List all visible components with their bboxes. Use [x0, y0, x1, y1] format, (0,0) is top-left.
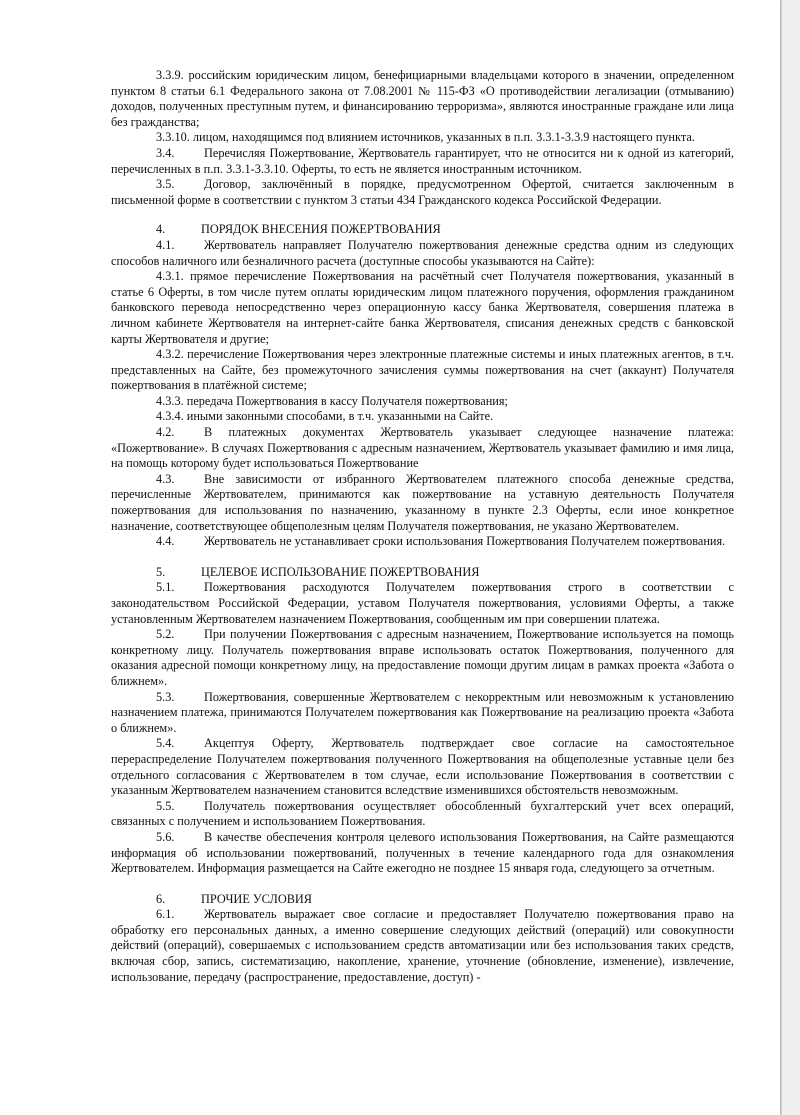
clause-5-4: 5.4. Акцептуя Оферту, Жертвователь подтверждает свое согласие на самостоятельное перераспределение Получателем пожертвования полученного Пожертвования на общеполезные уставные цели без отдельного согласования с Жертвователем в том случае, если использование Пожертвования в соответствии с указанным Жертвователем назначением становится вследствие изменившихся обстоятельств невозможным. [111, 736, 734, 798]
clause-5-2: 5.2. При получении Пожертвования с адресным назначением, Пожертвование используется на помощь конкретному лицу. Получатель пожертвования вправе использовать остаток Пожертвования, полученного для оказания адресной помощи конкретному лицу, на предоставление помощи другим лицам в рамках проекта «Забота о ближнем». [111, 627, 734, 688]
clause-4-3-3: 4.3.3. передача Пожертвования в кассу Получателя пожертвования; [156, 393, 508, 408]
clause-5-6: 5.6. В качестве обеспечения контроля целевого использования Пожертвования, на Сайте размещаются информация об использовании пожертвований, полученных в течение календарного года для ознакомления Жертвователем. Информация размещается на Сайте ежегодно не позднее 15 января года, следующего за отчетным. [111, 829, 734, 876]
section-6-heading: 6. ПРОЧИЕ УСЛОВИЯ [156, 891, 313, 906]
vertical-scrollbar[interactable] [781, 0, 800, 1115]
clause-4-3-2: 4.3.2. перечисление Пожертвования через электронные платежные системы и иных платежных агентов, в т.ч. представленных на Сайте, без промежуточного зачисления суммы пожертвования на счет (аккаунт) Получателя пожертвования в платёжной системе; [111, 347, 734, 393]
clause-6-1: 6.1. Жертвователь выражает свое согласие и предоставляет Получателю пожертвования право на обработку его персональных данных, а именно совершение следующих действий (операций) или совокупности действий (операций), совершаемых с использованием средств автоматизации или без использования таких средств, включая сбор, запись, систематизацию, накопление, хранение, уточнение (обновление, изменение), извлечение, использование, передачу (распространение, предоставление, доступ) - [111, 907, 734, 984]
document-body [111, 68, 734, 985]
clause-4-2: 4.2. В платежных документах Жертвователь указывает следующее назначение платежа: «Пожертвование». В случаях Пожертвования с адресным назначением, Жертвователь указывает фамилию и имя лица, на помощь которому будет использоваться Пожертвование [111, 425, 734, 471]
clause-4-3-1: 4.3.1. прямое перечисление Пожертвования на расчётный счет Получателя пожертвования, указанный в статье 6 Оферты, в том числе путем оплаты юридическим лицом платежного поручения, оформления гражданином банковского перевода непосредственно через операционную кассу банка Жертвователя, совершения платежа в личном кабинете Жертвователя на интернет-сайте банка Жертвователя, списания денежных средств с банковской карты Жертвователя и другие; [111, 269, 734, 346]
clause-4-4: 4.4. Жертвователь не устанавливает сроки использования Пожертвования Получателем пожертвования. [156, 534, 726, 549]
clause-4-1: 4.1. Жертвователь направляет Получателю пожертвования денежные средства одним из следующих способов наличного или безналичного расчета (доступные способы указываются на Сайте): [111, 237, 734, 268]
clause-4-3-4: 4.3.4. иными законными способами, в т.ч. указанными на Сайте. [156, 409, 494, 424]
section-5-heading: 5. ЦЕЛЕВОЕ ИСПОЛЬЗОВАНИЕ ПОЖЕРТВОВАНИЯ [156, 564, 480, 579]
clause-5-5: 5.5. Получатель пожертвования осуществляет обособленный бухгалтерский учет всех операций, связанных с получением и использованием Пожертвования. [111, 798, 734, 829]
clause-3-5: 3.5. Договор, заключённый в порядке, предусмотренном Офертой, считается заключенным в письменной форме в соответствии с пунктом 3 статьи 434 Гражданского кодекса Российской Федерации. [111, 177, 734, 207]
clause-3-3-9: 3.3.9. российским юридическим лицом, бенефициарными владельцами которого в значении, определенном пунктом 8 статьи 6.1 Федерального закона от 7.08.2001 № 115-ФЗ «О противодействии легализации (отмыванию) доходов, полученных преступным путем, и финансированию терроризма», являются иностранные граждане или лица без гражданства; [111, 68, 734, 129]
clause-5-3: 5.3. Пожертвования, совершенные Жертвователем с некорректным или невозможным к установлению назначением платежа, принимаются Получателем пожертвования как Пожертвование на реализацию проекта «Забота о ближнем». [111, 689, 734, 735]
section-4-heading: 4. ПОРЯДОК ВНЕСЕНИЯ ПОЖЕРТВОВАНИЯ [156, 222, 441, 237]
clause-3-4: 3.4. Перечисляя Пожертвование, Жертвователь гарантирует, что не относится ни к одной из категорий, перечисленных в п.п. 3.3.1-3.3.10. Оферты, то есть не является иностранным источником. [111, 145, 734, 176]
clause-5-1: 5.1. Пожертвования расходуются Получателем пожертвования строго в соответствии с законодательством Российской Федерации, уставом Получателя пожертвования, условиями Оферты, а также установленным Жертвователем назначением Пожертвования, сообщенным им при совершении платежа. [111, 580, 734, 626]
clause-4-3: 4.3. Вне зависимости от избранного Жертвователем платежного способа денежные средства, перечисленные Жертвователем, принимаются как пожертвование на уставную деятельность Получателя пожертвования для использования по назначению, указанному в пункте 2.3 Оферты, если иное конкретное назначение, соответствующее общеполезным целям Получателя пожертвования, не указано Жертвователем. [111, 471, 734, 533]
clause-3-3-10: 3.3.10. лицом, находящимся под влиянием источников, указанных в п.п. 3.3.1-3.3.9 настоящего пункта. [156, 130, 695, 145]
